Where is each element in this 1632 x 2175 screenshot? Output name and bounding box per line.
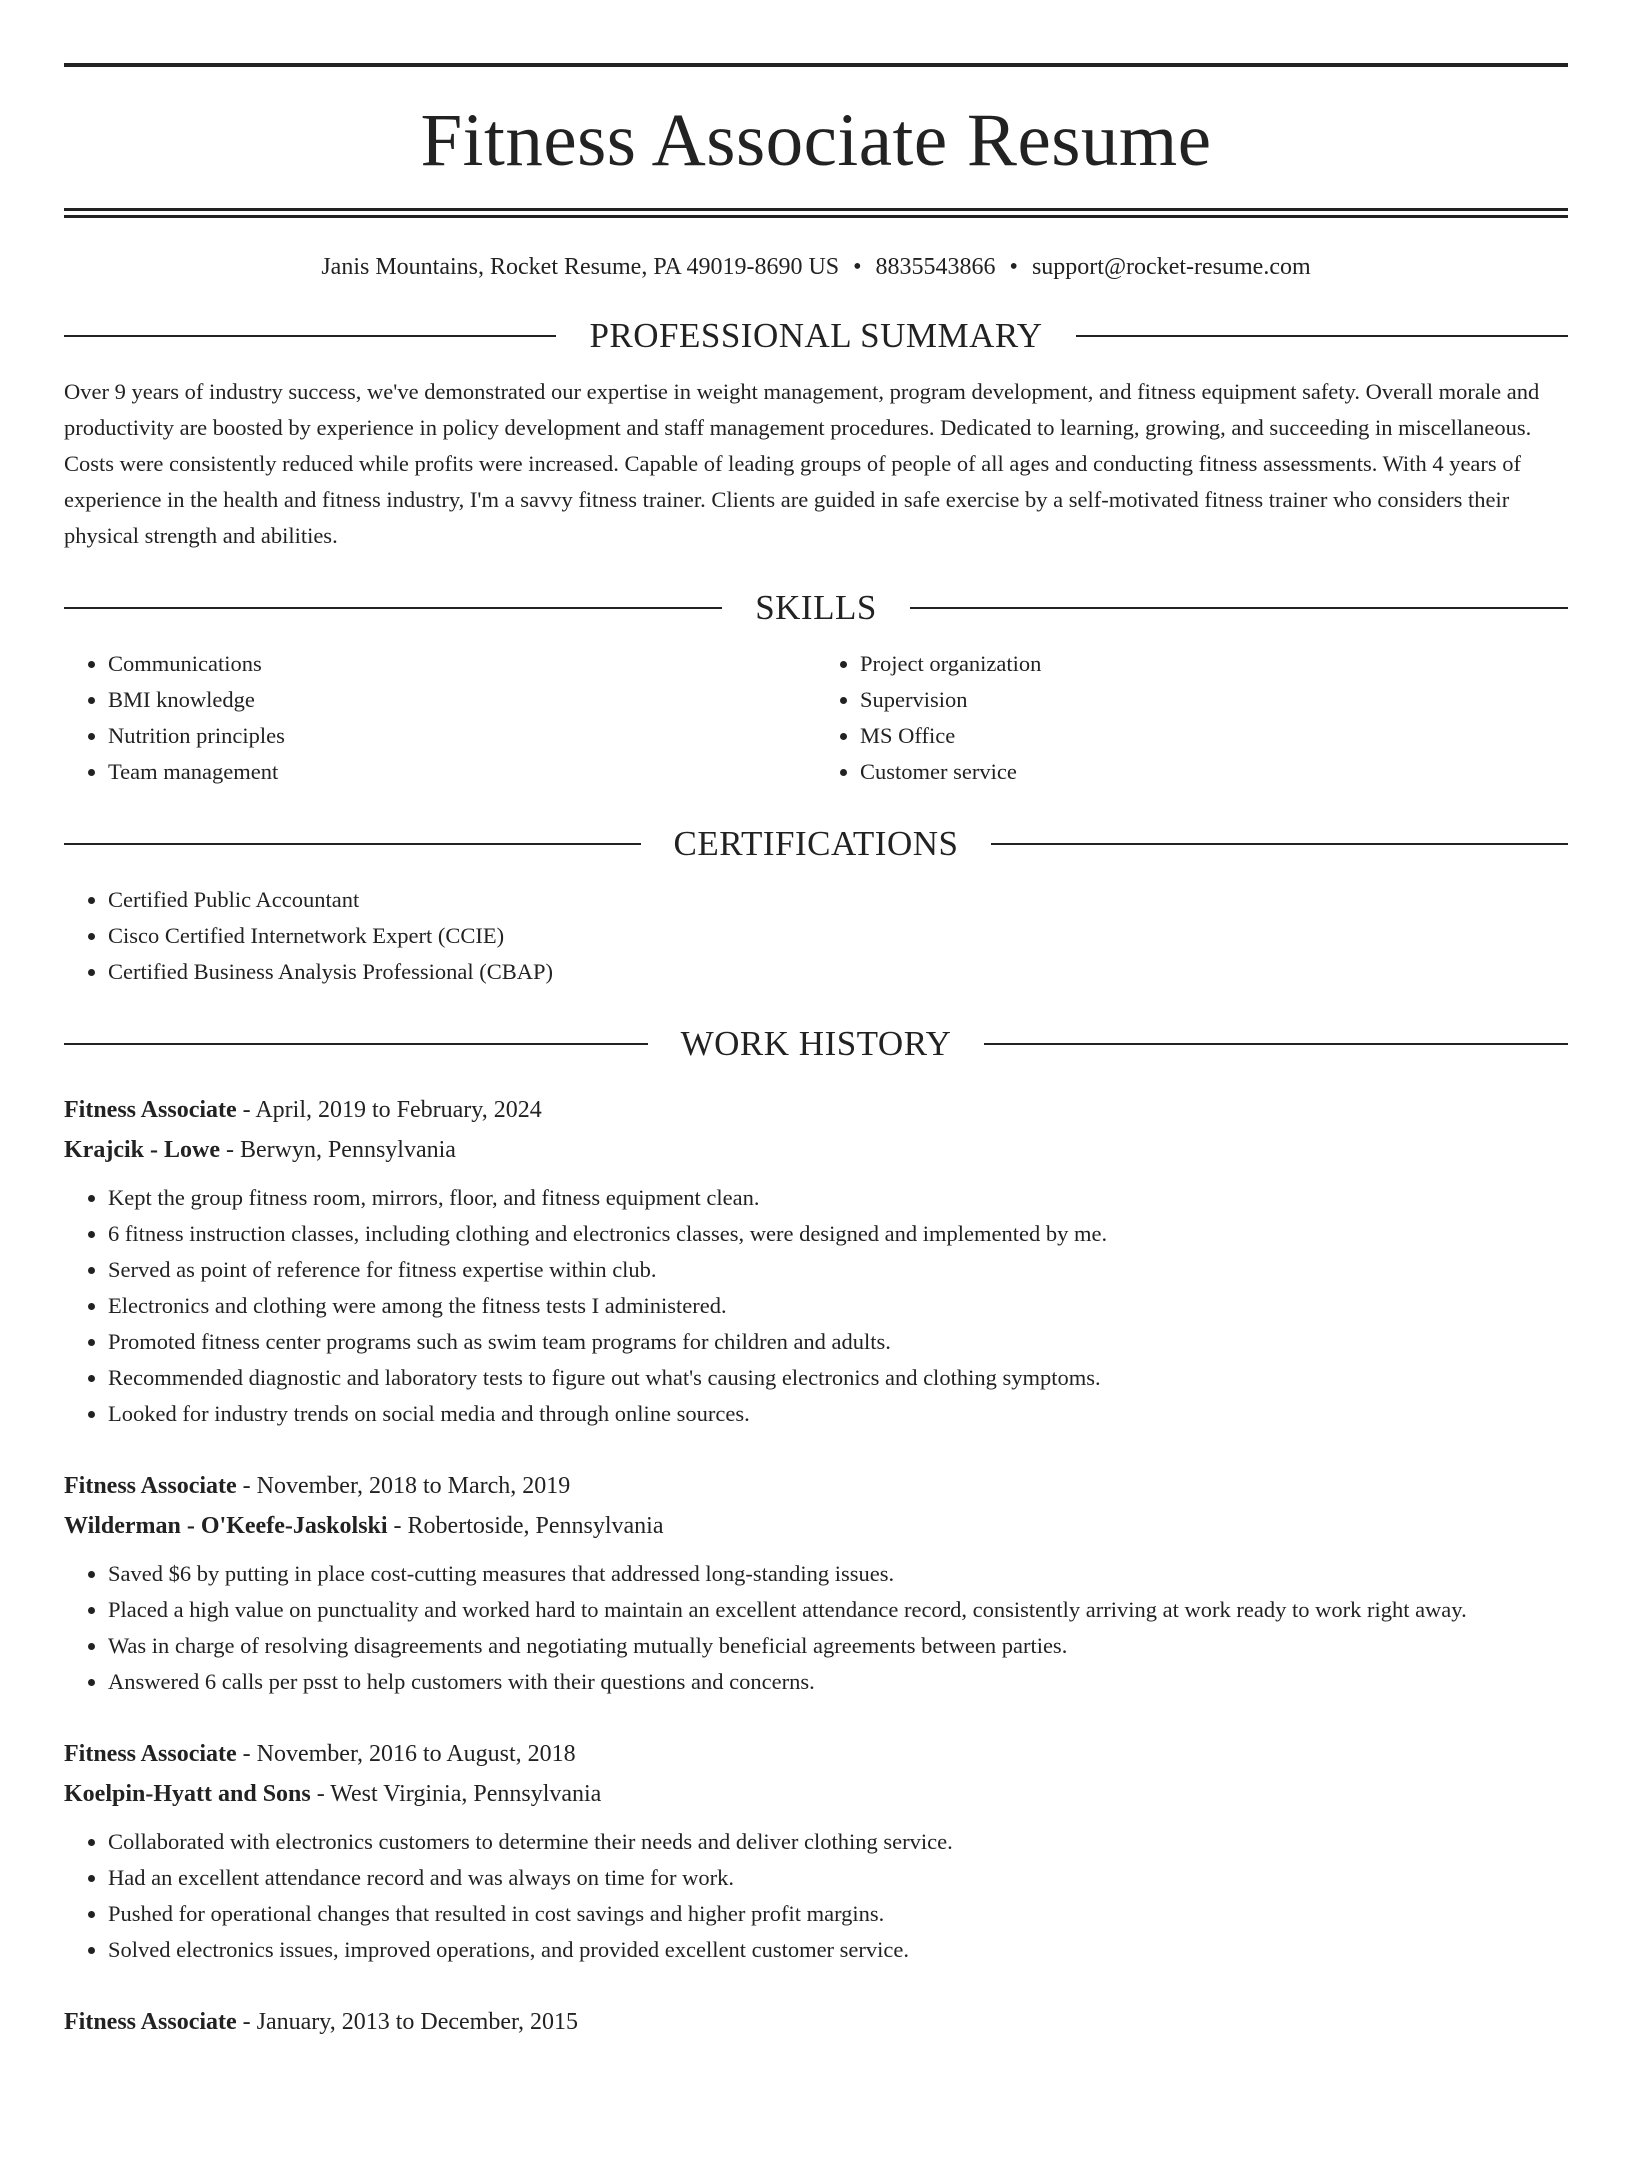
job-company: Wilderman - O'Keefe-Jaskolski — [64, 1513, 388, 1539]
heading-rule — [984, 1043, 1568, 1045]
heading-rule — [1076, 335, 1568, 337]
heading-rule — [991, 843, 1568, 845]
job-title: Fitness Associate — [64, 1097, 237, 1123]
job-bullet: • Had an excellent attendance record and was always on time for work. — [108, 1860, 1568, 1896]
job-company: Koelpin-Hyatt and Sons — [64, 1781, 311, 1807]
skill-item: • MS Office — [860, 718, 1568, 754]
job-title: Fitness Associate — [64, 1473, 237, 1499]
job-title: Fitness Associate — [64, 1741, 237, 1767]
contact-address: Janis Mountains, Rocket Resume, PA 49019-8690 US — [321, 254, 840, 280]
heading-rule — [910, 607, 1568, 609]
job-bullet: • Served as point of reference for fitness expertise within club. — [108, 1252, 1568, 1288]
job-company-line — [64, 1774, 1568, 1814]
job-bullet: • Saved $6 by putting in place cost-cutting measures that addressed long-standing issues. — [108, 1556, 1568, 1592]
section-title: CERTIFICATIONS — [673, 824, 959, 863]
section-heading-skills — [64, 588, 1568, 628]
certification-item: • Cisco Certified Internetwork Expert (CCIE) — [108, 918, 1568, 954]
skill-item: • BMI knowledge — [108, 682, 816, 718]
title-double-rule — [64, 208, 1568, 218]
skill-item: • Supervision — [860, 682, 1568, 718]
contact-phone: 8835543866 — [875, 254, 996, 280]
skills-list — [64, 646, 1568, 790]
job-bullet: • Was in charge of resolving disagreements and negotiating mutually beneficial agreements between parties. — [108, 1628, 1568, 1664]
job-dates: - November, 2016 to August, 2018 — [236, 1741, 576, 1767]
contact-email: support@rocket-resume.com — [1031, 254, 1311, 280]
job-bullet: • Collaborated with electronics customers to determine their needs and deliver clothing service. — [108, 1824, 1568, 1860]
job-title: Fitness Associate — [64, 2009, 237, 2035]
skill-item: • Nutrition principles — [108, 718, 816, 754]
job-bullet: • Pushed for operational changes that resulted in cost savings and higher profit margins. — [108, 1896, 1568, 1932]
job-bullets — [64, 1824, 1568, 1968]
resume-page — [0, 63, 1632, 2175]
summary-paragraph: Over 9 years of industry success, we've demonstrated our expertise in weight management, program development, and fitness equipment safety. Overall morale and productivity are boosted by experience in policy development and staff management procedures. Dedicated to learning, growing, and succeeding in miscellaneous. Costs were consistently reduced while profits were increased. Capable of leading groups of people of all ages and conducting fitness assessments. With 4 years of experience in the health and fitness industry, I'm a savvy fitness trainer. Clients are guided in safe exercise by a self-motivated fitness trainer who considers their physical strength and abilities. — [64, 379, 1540, 548]
job-title-line — [64, 1466, 1568, 1506]
job-bullet: • Promoted fitness center programs such as swim team programs for children and adults. — [108, 1324, 1568, 1360]
skill-item: • Team management — [108, 754, 816, 790]
job-title-line — [64, 1090, 1568, 1130]
heading-rule — [64, 607, 722, 609]
section-heading-summary — [64, 316, 1568, 356]
job-bullet: • Solved electronics issues, improved operations, and provided excellent customer service. — [108, 1932, 1568, 1968]
heading-rule — [64, 1043, 648, 1045]
certifications-list — [64, 882, 1568, 990]
job-bullet: • 6 fitness instruction classes, including clothing and electronics classes, were designed and implemented by me. — [108, 1216, 1568, 1252]
skills-column-right — [816, 646, 1568, 790]
job-entry — [64, 2002, 1568, 2042]
skill-item: • Communications — [108, 646, 816, 682]
job-entry — [64, 1466, 1568, 1700]
job-entry — [64, 1734, 1568, 1968]
job-location: - Robertoside, Pennsylvania — [387, 1513, 664, 1539]
job-title-line — [64, 2002, 1568, 2042]
job-dates: - January, 2013 to December, 2015 — [236, 2009, 579, 2035]
job-bullet: • Recommended diagnostic and laboratory tests to figure out what's causing electronics and clothing symptoms. — [108, 1360, 1568, 1396]
job-title-line — [64, 1734, 1568, 1774]
job-location: - Berwyn, Pennsylvania — [219, 1137, 456, 1163]
job-dates: - April, 2019 to February, 2024 — [236, 1097, 542, 1123]
heading-rule — [64, 843, 641, 845]
job-bullet: • Electronics and clothing were among the fitness tests I administered. — [108, 1288, 1568, 1324]
job-bullets — [64, 1180, 1568, 1432]
heading-rule — [64, 335, 556, 337]
job-entry — [64, 1090, 1568, 1432]
skills-column-left — [64, 646, 816, 790]
job-bullets — [64, 1556, 1568, 1700]
certification-item: • Certified Public Accountant — [108, 882, 1568, 918]
section-heading-certifications — [64, 824, 1568, 864]
skill-item: • Customer service — [860, 754, 1568, 790]
job-company-line — [64, 1130, 1568, 1170]
job-bullet: • Looked for industry trends on social media and through online sources. — [108, 1396, 1568, 1432]
section-title: WORK HISTORY — [680, 1024, 952, 1063]
contact-separator: • — [1009, 254, 1018, 280]
job-dates: - November, 2018 to March, 2019 — [236, 1473, 571, 1499]
job-bullet: • Placed a high value on punctuality and worked hard to maintain an excellent attendance record, consistently arriving at work ready to work right away. — [108, 1592, 1568, 1628]
job-company: Krajcik - Lowe — [64, 1137, 220, 1163]
section-title: SKILLS — [755, 588, 877, 627]
job-bullet: • Kept the group fitness room, mirrors, floor, and fitness equipment clean. — [108, 1180, 1568, 1216]
skill-item: • Project organization — [860, 646, 1568, 682]
section-title: PROFESSIONAL SUMMARY — [589, 316, 1043, 355]
contact-separator: • — [853, 254, 862, 280]
certification-item: • Certified Business Analysis Professional (CBAP) — [108, 954, 1568, 990]
job-bullet: • Answered 6 calls per psst to help customers with their questions and concerns. — [108, 1664, 1568, 1700]
job-company-line — [64, 1506, 1568, 1546]
resume-title: Fitness Associate Resume — [420, 99, 1212, 182]
section-heading-work-history — [64, 1024, 1568, 1064]
contact-line — [64, 252, 1568, 282]
job-location: - West Virginia, Pennsylvania — [310, 1781, 602, 1807]
